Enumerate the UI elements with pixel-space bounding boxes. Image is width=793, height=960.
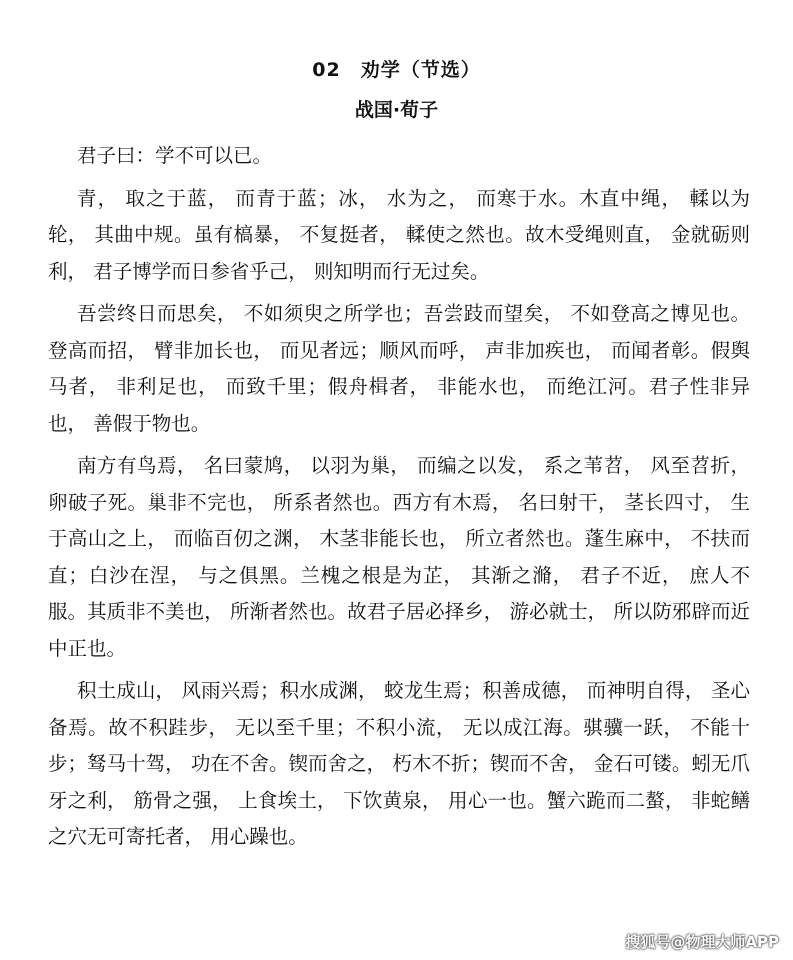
source-watermark: 搜狐号@物理大师APP [625, 933, 779, 951]
paragraph-1: 君子曰：学不可以已。 [77, 144, 273, 167]
paragraph-2: 青， 取之于蓝， 而青于蓝；冰， 水为之， 而寒于水。木直中绳， 輮以为轮， 其曲中规。虽有槁暴， 不复挺者， 輮使之然也。故木受绳则直， 金就砺则利， 君子博学而日参省乎己， 则知明而行无过矣。 [48, 186, 750, 283]
document-author: 战国·荀子 [354, 99, 439, 121]
document-title: 02 劝学（节选） [312, 59, 481, 81]
document-body [48, 138, 750, 862]
paragraph-3: 吾尝终日而思矣， 不如须臾之所学也；吾尝跂而望矣， 不如登高之博见也。登高而招， 臂非加长也， 而见者远；顺风而呼， 声非加疾也， 而闻者彰。假舆马者， 非利足也， 而致千里；假舟楫者， 非能水也， 而绝江河。君子性非异也， 善假于物也。 [48, 302, 750, 435]
paragraph-4: 南方有鸟焉， 名曰蒙鸠， 以羽为巢， 而编之以发， 系之苇苕， 风至苕折， 卵破子死。巢非不完也， 所系者然也。西方有木焉， 名曰射干， 茎长四寸， 生于高山之上， 而临百仞之渊， 木茎非能长也， 所立者然也。蓬生麻中， 不扶而直；白沙在涅， 与之俱黑。兰槐之根是为芷， 其渐之滫， 君子不近， 庶人不服。其质非不美也， 所渐者然也。故君子居必择乡， 游必就士， 所以防邪辟而近中正也。 [48, 454, 750, 660]
paragraph-5: 积土成山， 风雨兴焉；积水成渊， 蛟龙生焉；积善成德， 而神明自得， 圣心备焉。故不积跬步， 无以至千里；不积小流， 无以成江海。骐骥一跃， 不能十步；驽马十驾， 功在不舍。锲而舍之， 朽木不折；锲而不舍， 金石可镂。蚓无爪牙之利， 筋骨之强， 上食埃土， 下饮黄泉， 用心一也。蟹六跪而二螯， 非蛇鳝之穴无可寄托者， 用心躁也。 [48, 679, 750, 848]
